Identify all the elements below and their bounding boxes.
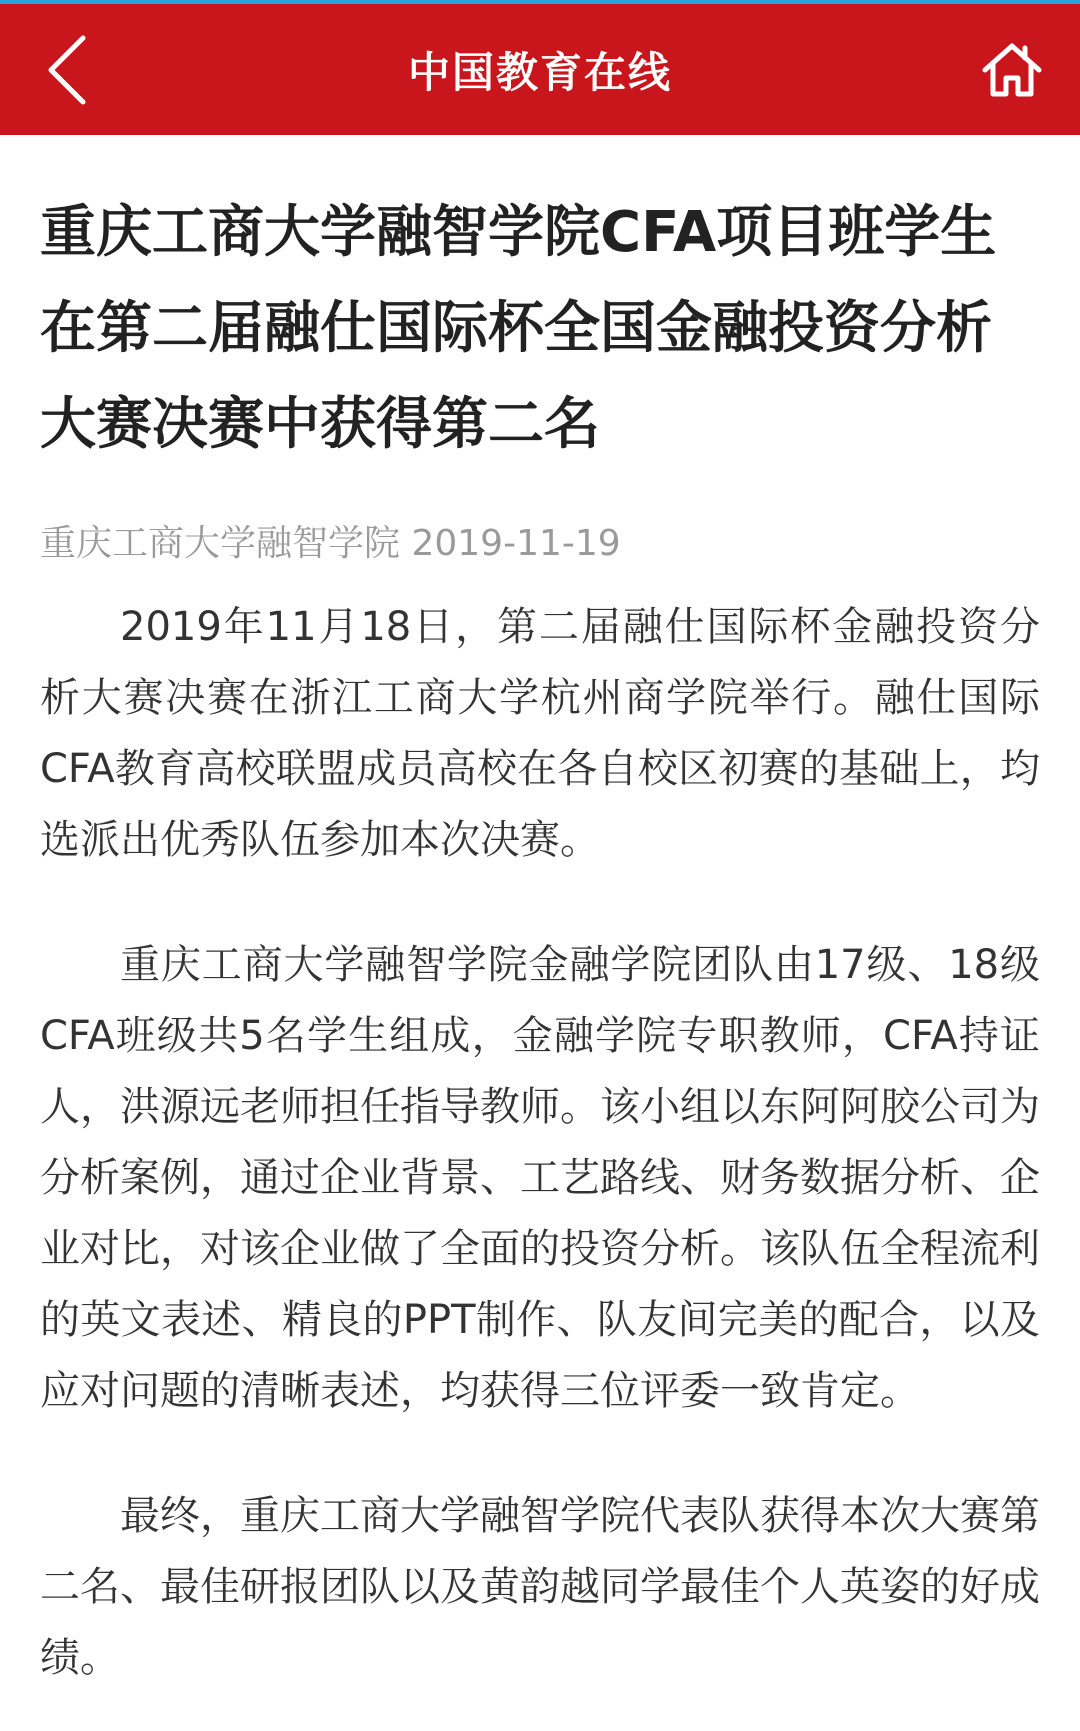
article-content [40, 135, 1040, 1694]
article-title: 重庆工商大学融智学院CFA项目班学生在第二届融仕国际杯全国金融投资分析大赛决赛中获得第二名 [40, 200, 997, 457]
article-paragraph: 2019年11月18日，第二届融仕国际杯金融投资分析大赛决赛在浙江工商大学杭州商学院举行。融仕国际CFA教育高校联盟成员高校在各自校区初赛的基础上，均选派出优秀队伍参加本次决赛。 [40, 604, 1040, 863]
article-paragraph: 重庆工商大学融智学院金融学院团队由17级、18级CFA班级共5名学生组成，金融学院专职教师，CFA持证人，洪源远老师担任指导教师。该小组以东阿阿胶公司为分析案例，通过企业背景、工艺路线、财务数据分析、企业对比，对该企业做了全面的投资分析。该队伍全程流利的英文表述、精良的PPT制作、队友间完美的配合，以及应对问题的清晰表述，均获得三位评委一致肯定。 [40, 942, 1040, 1414]
chevron-left-icon [45, 34, 89, 106]
article-date: 2019-11-19 [411, 523, 621, 564]
home-icon [981, 40, 1043, 100]
app-header [0, 4, 1080, 135]
header-title: 中国教育在线 [407, 47, 672, 97]
article-paragraph: 最终，重庆工商大学融智学院代表队获得本次大赛第二名、最佳研报团队以及黄韵越同学最佳个人英姿的好成绩。 [40, 1493, 1040, 1681]
back-button[interactable] [32, 26, 102, 114]
article-source: 重庆工商大学融智学院 [40, 523, 401, 564]
article-meta [40, 515, 1040, 566]
home-button[interactable] [972, 30, 1052, 110]
